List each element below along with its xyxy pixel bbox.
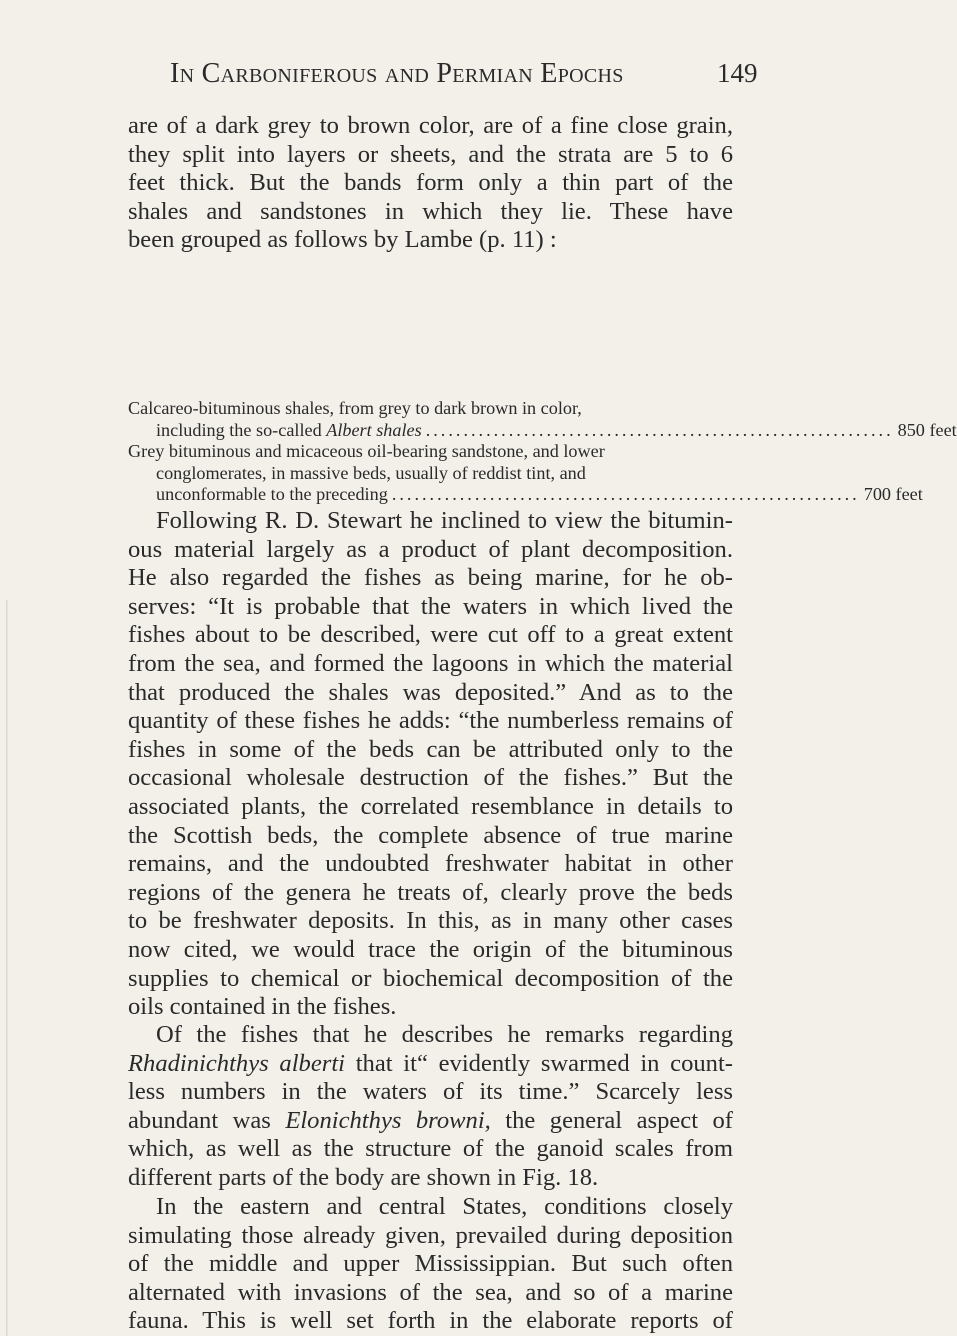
- dot-leader: ..............................................................: [391, 484, 860, 504]
- row-text-italic: Albert shales: [326, 419, 422, 440]
- text-run: abundant was: [128, 1106, 286, 1134]
- text-line: to be freshwater deposits. In this, as in many other cases: [128, 907, 733, 935]
- text-line: been grouped as follows by Lambe (p. 11) :: [128, 226, 557, 254]
- species-name: Elonichthys browni,: [285, 1106, 491, 1134]
- text-line: which, as well as the structure of the ganoid scales from: [128, 1135, 733, 1163]
- text-line: serves: “It is probable that the waters in which lived the: [128, 592, 733, 620]
- text-line: Following R. D. Stewart he inclined to view the bitumin-: [156, 507, 733, 534]
- text-line: shales and sandstones in which they lie. These have: [128, 197, 733, 225]
- text-line: [128, 1050, 733, 1079]
- row-text: conglomerates, in massive beds, usually of reddist tint, and: [156, 462, 586, 483]
- page-gutter-shadow: [6, 600, 8, 1336]
- text-line: associated plants, the correlated resemblance in details to: [128, 792, 733, 820]
- row-text: Calcareo-bituminous shales, from grey to dark brown in color,: [128, 398, 582, 418]
- text-line: ous material largely as a product of plant decomposition.: [128, 535, 733, 563]
- text-line: of the middle and upper Mississippian. But such often: [128, 1250, 733, 1278]
- text-line: occasional wholesale destruction of the fishes.” But the: [128, 764, 733, 792]
- text-line: from the sea, and formed the lagoons in which the material: [128, 649, 733, 677]
- page-number: 149: [717, 58, 758, 88]
- row-leader-line: [128, 419, 957, 442]
- text-line: [128, 1107, 733, 1136]
- text-run: that it“ evidently swarmed in count-: [345, 1049, 733, 1077]
- text-line: remains, and the undoubted freshwater habitat in other: [128, 850, 733, 878]
- text-line: supplies to chemical or biochemical decomposition of the: [128, 964, 733, 992]
- text-line: oils contained in the fishes.: [128, 993, 397, 1021]
- row-text-plain: including the so-called: [156, 419, 327, 440]
- text-line: fishes in some of the beds can be attributed only to the: [128, 735, 733, 763]
- text-line: Of the fishes that he describes he remarks regarding: [156, 1021, 733, 1048]
- table-row: [128, 441, 923, 506]
- row-text: unconformable to the preceding: [156, 484, 388, 504]
- text-line: alternated with invasions of the sea, and so of a marine: [128, 1278, 733, 1306]
- strata-table: [128, 398, 957, 506]
- text-line: feet thick. But the bands form only a thin part of the: [128, 169, 733, 197]
- thickness-value: 700 feet: [863, 484, 923, 504]
- table-row: [128, 398, 957, 441]
- row-text: [156, 420, 422, 442]
- text-line: are of a dark grey to brown color, are of a fine close grain,: [128, 112, 733, 139]
- text-line: now cited, we would trace the origin of the bituminous: [128, 935, 733, 963]
- running-title: In Carboniferous and Permian Epochs: [170, 58, 624, 89]
- text-line: the Scottish beds, the complete absence of true marine: [128, 821, 733, 849]
- text-line: simulating those already given, prevailed during deposition: [128, 1221, 733, 1249]
- text-line: fishes about to be described, were cut off to a great extent: [128, 621, 733, 649]
- dot-leader: ..............................................................: [425, 419, 894, 440]
- paragraph-2: [128, 507, 733, 1022]
- text-line: they split into layers or sheets, and the strata are 5 to 6: [128, 140, 733, 168]
- text-line: that produced the shales was deposited.” And as to the: [128, 678, 733, 706]
- species-name: Rhadinichthys alberti: [128, 1049, 345, 1077]
- text-run: the general aspect of: [490, 1106, 733, 1134]
- text-line: He also regarded the fishes as being marine, for he ob-: [128, 564, 733, 592]
- text-line: In the eastern and central States, conditions closely: [156, 1193, 733, 1220]
- text-line: different parts of the body are shown in Fig. 18.: [128, 1163, 599, 1191]
- paragraph-4: [128, 1193, 733, 1336]
- text-line: quantity of these fishes he adds: “the numberless remains of: [128, 707, 733, 735]
- text-line: regions of the genera he treats of, clearly prove the beds: [128, 878, 733, 906]
- row-leader-line: [128, 484, 923, 506]
- row-text: Grey bituminous and micaceous oil-bearing sandstone, and lower: [128, 441, 605, 461]
- thickness-value: 850 feet: [897, 419, 957, 440]
- text-line: less numbers in the waters of its time.” Scarcely less: [128, 1078, 733, 1106]
- text-line: fauna. This is well set forth in the elaborate reports of: [128, 1307, 733, 1335]
- paragraph-3: [128, 1021, 733, 1193]
- paragraph-1: [128, 112, 733, 255]
